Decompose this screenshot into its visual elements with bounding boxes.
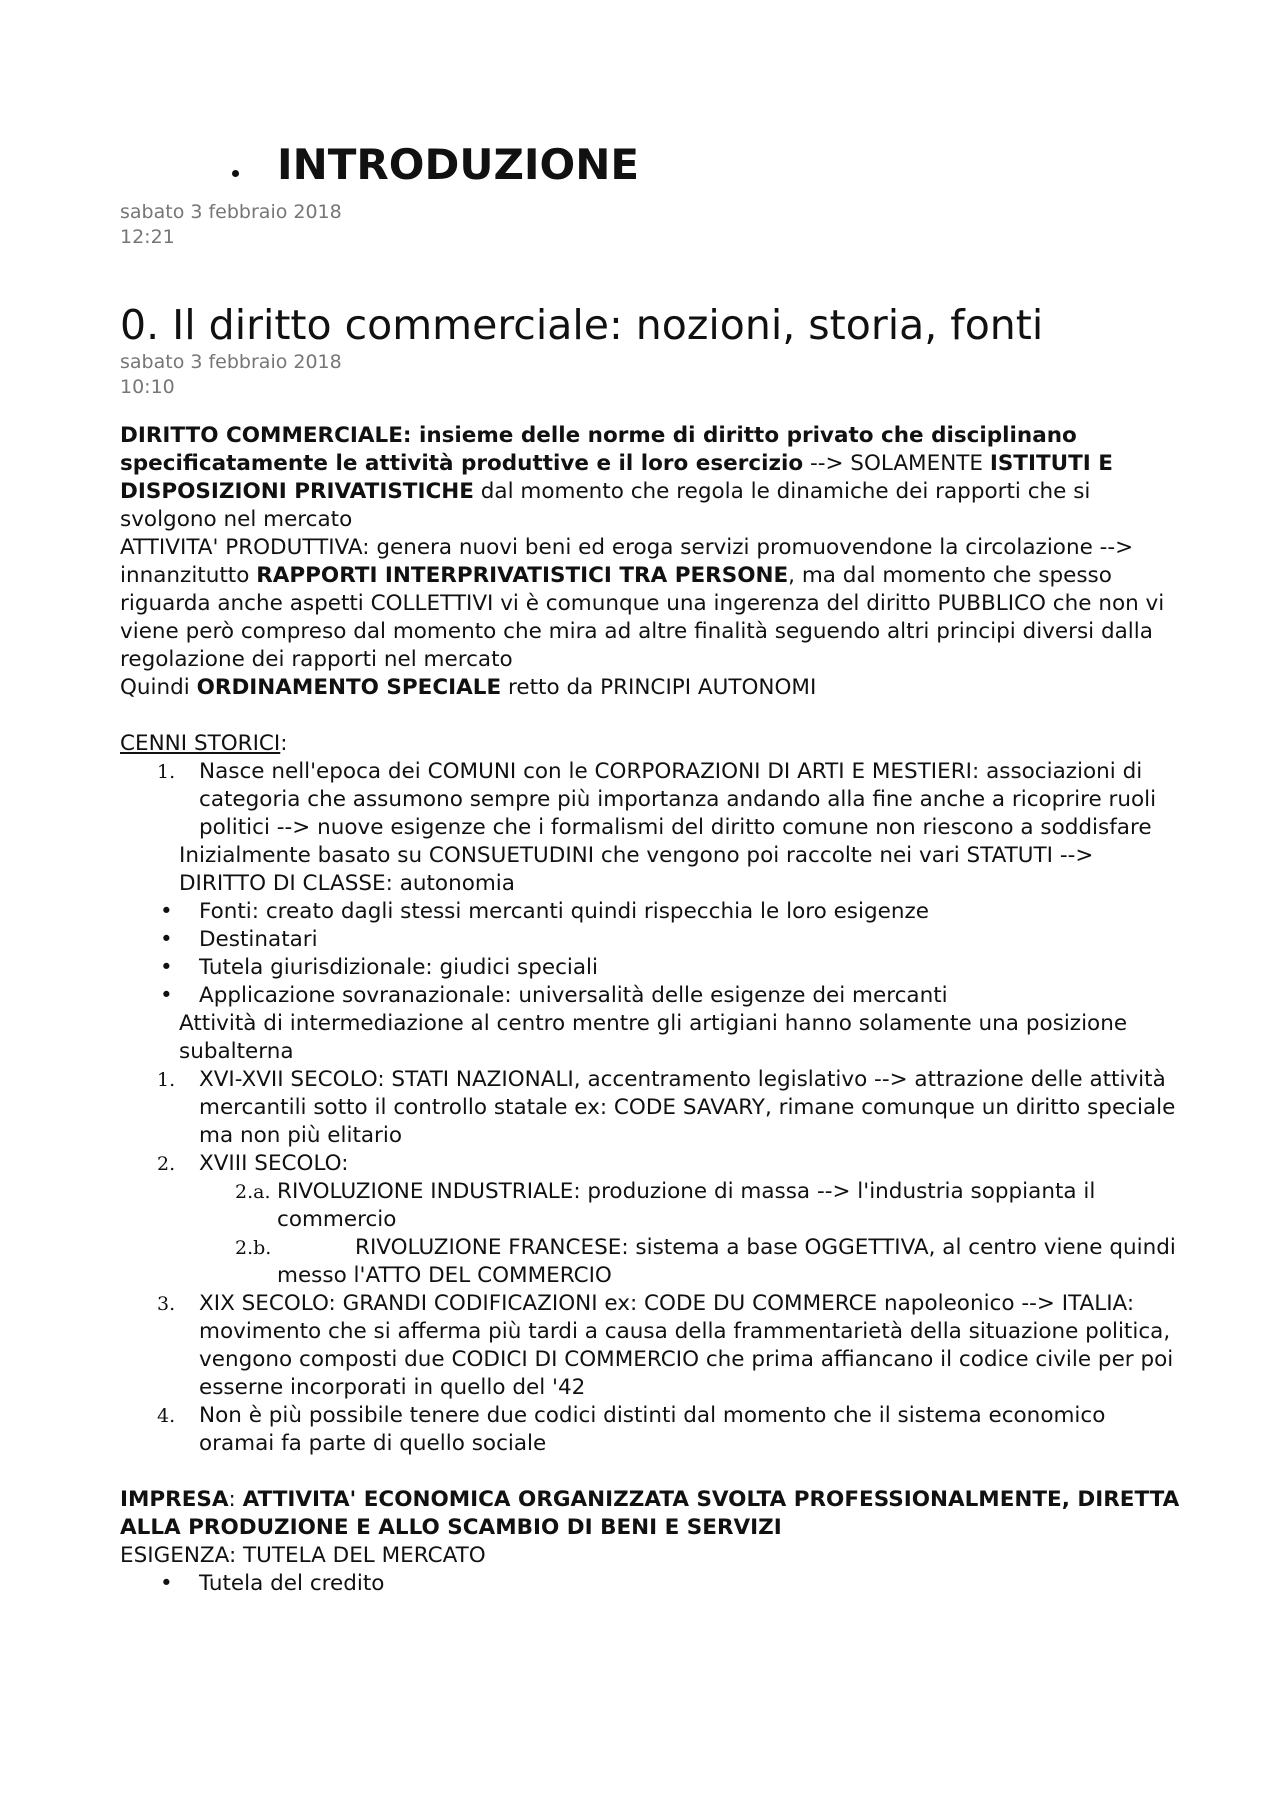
bold-text: ORDINAMENTO SPECIALE	[196, 675, 502, 700]
text: Quindi	[120, 675, 197, 700]
list-item	[120, 1290, 1180, 1402]
list-item-text: RIVOLUZIONE FRANCESE: sistema a base OGGETTIVA, al centro viene quindi messo l'ATTO DEL COMMERCIO	[277, 1235, 1176, 1288]
list-item-text: Applicazione sovranazionale: universalità delle esigenze dei mercanti	[199, 983, 948, 1008]
list-item-text: Tutela del credito	[199, 1571, 385, 1596]
text: --> SOLAMENTE	[803, 451, 990, 476]
bullet-icon: •	[160, 1571, 173, 1596]
note-time: 12:21	[120, 226, 175, 248]
paragraph-attivita	[120, 534, 1180, 674]
section-intro-header	[120, 140, 1180, 200]
list-item-text: Fonti: creato dagli stessi mercanti quindi rispecchia le loro esigenze	[199, 899, 929, 924]
cenni-storici-heading	[120, 730, 1180, 758]
bold-text: IMPRESA	[120, 1487, 229, 1512]
list-marker: 4.	[157, 1405, 176, 1427]
bold-text: ISTITUTI E DISPOSIZIONI PRIVATISTICHE	[120, 451, 1113, 504]
bullet-icon	[232, 170, 239, 177]
bullet-item	[120, 898, 1180, 926]
document-page	[120, 140, 1180, 1598]
bullet-item	[120, 982, 1180, 1010]
sub-list-item	[120, 1234, 1180, 1290]
paragraph-definition	[120, 422, 1180, 534]
list-marker: 2.a.	[235, 1181, 271, 1203]
list-item-text: Tutela giurisdizionale: giudici speciali	[199, 955, 598, 980]
list-item-text: XVI-XVII SECOLO: STATI NAZIONALI, accentramento legislativo --> attrazione delle attività mercantili sotto il controllo statale ex: CODE SAVARY, rimane comunque un diritto speciale ma non più elitario	[199, 1067, 1176, 1148]
text: dal momento che regola le dinamiche dei rapporti che si svolgono nel mercato	[120, 479, 1091, 532]
list-item-text: XIX SECOLO: GRANDI CODIFICAZIONI ex: CODE DU COMMERCE napoleonico --> ITALIA: movimento che si afferma più tardi a causa della frammentarietà della situazione politica, vengono composti due CODICI DI COMMERCIO che prima affiancano il codice civile per poi esserne incorporati in quello del '42	[199, 1291, 1174, 1400]
note-date: sabato 3 febbraio 2018	[120, 201, 342, 223]
list-item-text: RIVOLUZIONE INDUSTRIALE: produzione di massa --> l'industria soppianta il commercio	[277, 1179, 1096, 1232]
note-body	[120, 422, 1180, 1598]
bold-text: ATTIVITA' ECONOMICA ORGANIZZATA SVOLTA PROFESSIONALMENTE, DIRETTA ALLA PRODUZIONE E ALLO SCAMBIO DI BENI E SERVIZI	[120, 1487, 1180, 1540]
note-time: 10:10	[120, 376, 175, 398]
page-title-main: 0. Il diritto commerciale: nozioni, storia, fonti	[120, 301, 1044, 349]
list-marker: 1.	[157, 761, 176, 783]
list-marker: 2.b.	[235, 1237, 272, 1259]
page-title-intro: INTRODUZIONE	[277, 140, 640, 189]
text: retto da PRINCIPI AUTONOMI	[501, 675, 817, 700]
paragraph-quindi	[120, 674, 1180, 702]
indented-paragraph: Attività di intermediazione al centro mentre gli artigiani hanno solamente una posizione subalterna	[179, 1011, 1128, 1064]
bullet-icon: •	[160, 955, 173, 980]
list-item-text: Non è più possibile tenere due codici distinti dal momento che il sistema economico oramai fa parte di quello sociale	[199, 1403, 1106, 1456]
list-marker: 2.	[157, 1153, 176, 1175]
list-item	[120, 1402, 1180, 1458]
list-marker: 1.	[157, 1069, 176, 1091]
list-item-text: Destinatari	[199, 927, 318, 952]
indented-paragraph: Inizialmente basato su CONSUETUDINI che vengono poi raccolte nei vari STATUTI --> DIRITTO DI CLASSE: autonomia	[179, 843, 1094, 896]
sub-list-item	[120, 1178, 1180, 1234]
text: :	[280, 731, 288, 756]
bullet-item	[120, 954, 1180, 982]
list-item	[120, 1150, 1180, 1178]
underlined-heading: CENNI STORICI	[120, 731, 281, 756]
list-item-text: Nasce nell'epoca dei COMUNI con le CORPORAZIONI DI ARTI E MESTIERI: associazioni di categoria che assumono sempre più importanza andando alla fine anche a ricoprire ruoli politici --> nuove esigenze che i formalismi del diritto comune non riescono a soddisfare	[199, 759, 1157, 840]
text: :	[228, 1487, 243, 1512]
text: ATTIVITA' PRODUTTIVA: genera nuovi beni ed eroga servizi promuovendone la circolazione --> innanzitutto	[120, 535, 1134, 588]
list-item-text: XVIII SECOLO:	[199, 1151, 349, 1176]
bullet-icon: •	[160, 899, 173, 924]
paragraph-esigenza: ESIGENZA: TUTELA DEL MERCATO	[120, 1543, 486, 1568]
bullet-icon: •	[160, 983, 173, 1008]
bullet-item	[120, 926, 1180, 954]
list-marker: 3.	[157, 1293, 176, 1315]
bullet-item	[120, 1570, 1180, 1598]
bold-text: DIRITTO COMMERCIALE: insieme delle norme di diritto privato che disciplinano specificatamente le attività produttive e il loro esercizio	[120, 423, 1077, 476]
bold-text: RAPPORTI INTERPRIVATISTICI TRA PERSONE	[256, 563, 789, 588]
bullet-icon: •	[160, 927, 173, 952]
list-item	[120, 1066, 1180, 1150]
paragraph-impresa	[120, 1486, 1180, 1542]
list-item	[120, 758, 1180, 842]
text: , ma dal momento che spesso riguarda anche aspetti COLLETTIVI vi è comunque una ingerenza del diritto PUBBLICO che non vi viene però compreso dal momento che mira ad altre finalità seguendo altri principi diversi dalla regolazione dei rapporti nel mercato	[120, 563, 1165, 672]
note-date: sabato 3 febbraio 2018	[120, 351, 342, 373]
